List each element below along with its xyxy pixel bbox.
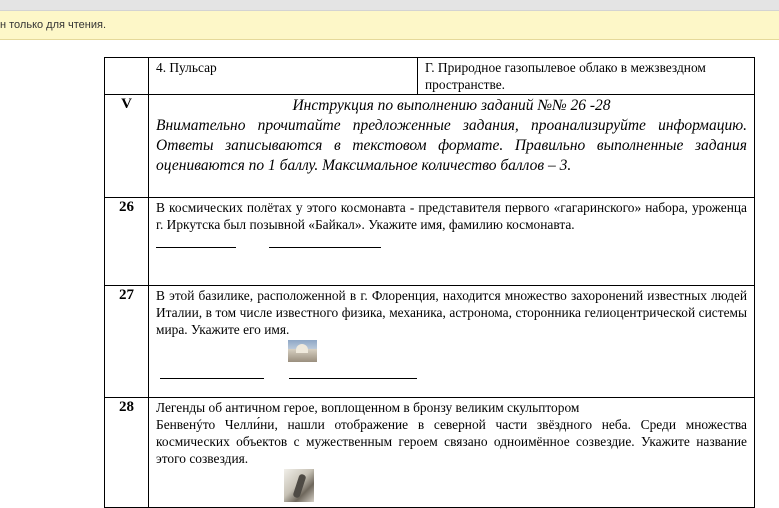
answer-blank xyxy=(160,366,264,379)
instruction-text: Внимательно прочитайте предложенные задания, проанализируйте информацию. Ответы записываются в текстовом формате. Правильно выполненные задания оцениваются по 1 баллу. Максимальное количество баллов – 3. xyxy=(156,117,747,174)
answer-blank xyxy=(289,366,417,379)
table-row xyxy=(105,198,755,286)
section-number-cell xyxy=(105,95,149,198)
question-number-28: 28 xyxy=(119,399,134,415)
question-26-text: В космических полётах у этого космонавта - представителя первого «гагаринского» набора, уроженца г. Иркутска был позывной «Байкал». Укажите имя, фамилию космонавта. xyxy=(156,200,747,232)
question-number-cell xyxy=(105,198,149,286)
read-only-notification-bar xyxy=(0,11,779,40)
instruction-cell xyxy=(149,95,755,198)
window-top-strip xyxy=(0,0,779,11)
question-cell xyxy=(149,398,755,508)
read-only-message: н только для чтения. xyxy=(0,19,107,31)
question-27-text: В этой базилике, расположенной в г. Флоренция, находится множество захоронений известных людей Италии, в том числе известного физика, механика, астронома, сторонника гелиоцентрической системы мира. Укажите его имя. xyxy=(156,288,747,337)
document-page xyxy=(0,40,779,508)
table-row xyxy=(105,95,755,198)
question-cell xyxy=(149,198,755,286)
section-number: V xyxy=(121,96,132,112)
answer-lines xyxy=(156,235,747,251)
basilica-image xyxy=(288,340,317,362)
option-cell xyxy=(418,58,755,95)
answer-lines xyxy=(156,366,747,382)
question-28-text: Бенвенýто Челли́ни, нашли отображение в северной части звёздного неба. Среди множества космических объектов с мужественным героем связано одноимённое созвездие. Укажите название этого созвездия. xyxy=(156,417,747,466)
instruction-title: Инструкция по выполнению заданий №№ 26 -28 xyxy=(292,97,611,114)
question-cell xyxy=(149,286,755,398)
table-row xyxy=(105,58,755,95)
empty-number-cell xyxy=(105,58,149,95)
table-row xyxy=(105,398,755,508)
question-number-cell xyxy=(105,286,149,398)
question-number-cell xyxy=(105,398,149,508)
answer-blank xyxy=(156,235,236,248)
answer-blank xyxy=(269,235,381,248)
image-row xyxy=(156,467,747,502)
question-number-26: 26 xyxy=(119,199,134,215)
option-cell xyxy=(149,58,418,95)
option-pulsar: 4. Пульсар xyxy=(156,60,217,75)
assignment-table xyxy=(104,57,755,508)
option-nebula: Г. Природное газопылевое облако в межзвездном пространстве. xyxy=(425,60,706,92)
question-number-27: 27 xyxy=(119,287,134,303)
table-row xyxy=(105,286,755,398)
perseus-statue-image xyxy=(284,469,314,502)
question-28-text-line1: Легенды об античном герое, воплощенном в бронзу великим скульптором xyxy=(156,400,580,415)
image-row xyxy=(156,338,747,364)
